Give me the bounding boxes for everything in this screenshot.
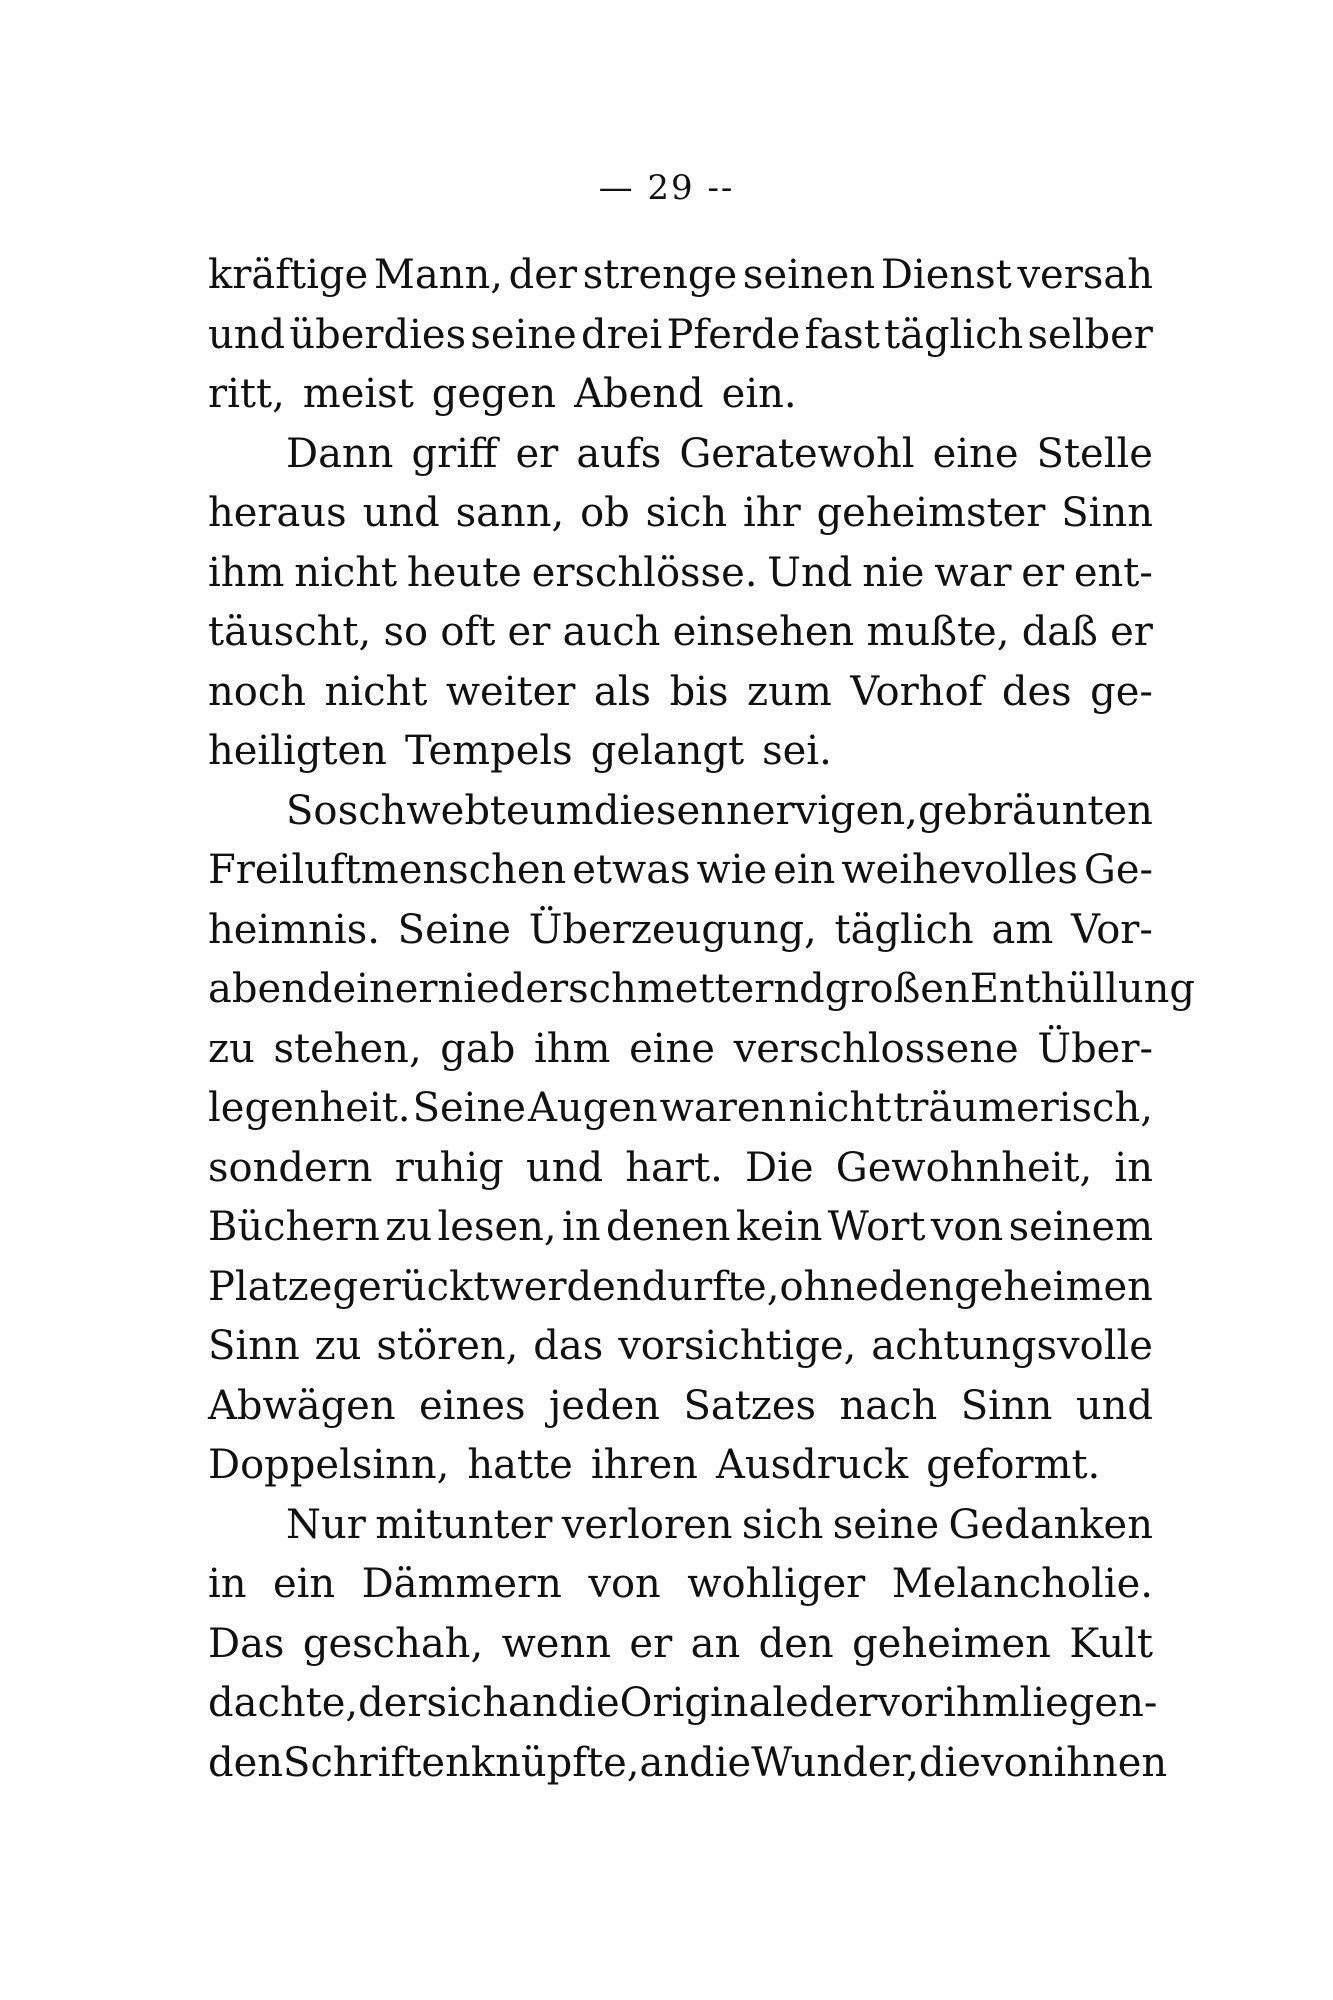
word: in (562, 1204, 601, 1250)
word: der (358, 1680, 427, 1726)
word: zu (385, 1204, 433, 1250)
word: Die (745, 1144, 814, 1191)
word: den (758, 1620, 834, 1667)
word: Abend (574, 371, 704, 417)
word: ihm (943, 1680, 1020, 1726)
word: Ge- (1083, 847, 1153, 893)
word: gab (440, 1025, 516, 1072)
word: sann, (455, 490, 565, 536)
word: waren (659, 1085, 787, 1131)
word: Vor- (1071, 906, 1153, 953)
word: sich (741, 1501, 824, 1548)
word: Originale (619, 1680, 809, 1726)
word: eine (932, 430, 1019, 477)
word: Freiluftmenschen (208, 847, 567, 893)
word: Kult (1069, 1620, 1153, 1667)
word: vorsichtige, (618, 1323, 857, 1369)
word: Stelle (1036, 430, 1153, 477)
word: und (1075, 1382, 1153, 1429)
word: war (934, 549, 1012, 596)
word: Wunder, (751, 1739, 919, 1786)
word: So (286, 787, 338, 834)
word: nicht (788, 1085, 892, 1131)
word: ihnen (1053, 1739, 1168, 1786)
word: daß (1021, 609, 1098, 655)
text-line (208, 1258, 1153, 1318)
word: heiligten (208, 728, 387, 774)
word: heute (406, 549, 522, 596)
word: lesen, (437, 1204, 557, 1250)
word: ihren (590, 1442, 698, 1488)
word: strenge (582, 252, 738, 298)
word: Vorhof (850, 668, 984, 715)
text-line (208, 901, 1153, 961)
text-line (208, 1139, 1153, 1199)
word: sich (426, 1680, 508, 1726)
word: durfte, (641, 1263, 780, 1310)
word: werden (489, 1263, 642, 1310)
text-line (208, 306, 1153, 366)
word: er (1110, 609, 1153, 655)
word: Pferde (666, 311, 801, 358)
text-line (208, 782, 1153, 842)
word: einer (332, 966, 438, 1012)
word: um (529, 787, 594, 834)
word: er (515, 430, 559, 477)
word: Das (208, 1620, 285, 1667)
text-line (208, 1496, 1153, 1556)
word: Gedanken (948, 1501, 1153, 1548)
word: und (208, 311, 286, 358)
text-line (208, 960, 1196, 1020)
word: vor (877, 1680, 944, 1726)
word: ob (580, 490, 630, 536)
word: stehen, (273, 1025, 422, 1072)
word: seinem (1008, 1204, 1153, 1250)
text-line (208, 1555, 1153, 1615)
word: kein (735, 1204, 823, 1250)
text-line (208, 1674, 1158, 1734)
text-line (208, 1198, 1153, 1258)
word: Augen (527, 1085, 658, 1131)
word: der (808, 1680, 878, 1726)
word: und (525, 1144, 604, 1191)
text-line (208, 1317, 1153, 1377)
word: verschlossene (733, 1025, 1019, 1072)
word: versah (1017, 252, 1153, 298)
word: ein. (721, 371, 797, 417)
word: an (507, 1680, 558, 1726)
word: wie (696, 847, 768, 893)
word: zu (314, 1323, 362, 1369)
word: einsehen (672, 609, 855, 655)
word: an (639, 1739, 690, 1786)
text-line (208, 544, 1153, 604)
word: geheimen (852, 1620, 1051, 1667)
word: so (383, 609, 429, 655)
word: ihm (533, 1025, 611, 1072)
word: etwas (572, 847, 691, 893)
word: sei. (762, 728, 832, 774)
word: Dämmern (361, 1561, 562, 1607)
text-line (208, 1079, 1153, 1139)
word: von (930, 1204, 1004, 1250)
word: abend (208, 966, 333, 1012)
word: als (593, 668, 652, 715)
text-line (208, 841, 1153, 901)
word: wenn (501, 1620, 611, 1667)
word: seine (470, 311, 577, 358)
word: träumerisch, (893, 1085, 1153, 1131)
word: nach (839, 1382, 938, 1429)
word: die (918, 1739, 981, 1786)
word: ruhig (394, 1144, 504, 1191)
word: er (507, 609, 551, 655)
text-line (208, 365, 1153, 425)
text-line (208, 603, 1153, 663)
word: seine (832, 1501, 940, 1548)
word: nicht (294, 549, 398, 596)
word: selber (1027, 311, 1153, 358)
text-line (208, 246, 1153, 306)
word: Ausdruck (715, 1442, 909, 1488)
word: nicht (324, 668, 428, 715)
word: ihr (743, 490, 801, 536)
word: Doppelsinn, (208, 1442, 450, 1488)
text-line (208, 722, 1153, 782)
word: ein (272, 1561, 336, 1607)
word: Nur (286, 1501, 366, 1548)
word: nervigen, (726, 787, 918, 834)
word: niederschmetternd (437, 966, 825, 1012)
word: ritt, (208, 371, 285, 417)
word: Und (767, 549, 853, 596)
word: er (1021, 549, 1065, 596)
word: auch (562, 609, 661, 655)
text-line (208, 1020, 1153, 1080)
word: dachte, (208, 1680, 359, 1726)
word: mitunter (375, 1501, 553, 1548)
body-text (208, 246, 1196, 1793)
word: schwebte (337, 787, 530, 834)
word: zum (747, 668, 832, 715)
page-number: — 29 -- (598, 168, 735, 208)
word: täglich (834, 906, 974, 953)
word: Sinn (960, 1382, 1053, 1429)
word: er (629, 1620, 673, 1667)
word: am (991, 906, 1054, 953)
word: fast (804, 311, 880, 358)
word: gerückt (332, 1263, 490, 1310)
word: und (362, 490, 440, 536)
word: legenheit. (208, 1085, 411, 1131)
word: den (208, 1739, 284, 1786)
word: Geratewohl (679, 430, 915, 477)
word: Sinn (208, 1323, 300, 1369)
word: stören, (376, 1323, 519, 1369)
text-line (208, 1377, 1153, 1437)
text-line (208, 1615, 1153, 1675)
word: von (588, 1561, 661, 1607)
word: ohne (779, 1263, 879, 1310)
word: Mann, (373, 252, 503, 298)
text-line (208, 484, 1153, 544)
word: Sinn (1061, 490, 1153, 536)
word: Seine (397, 906, 511, 953)
word: Abwägen (208, 1382, 396, 1429)
word: täuscht, (208, 609, 372, 655)
word: in (208, 1561, 247, 1607)
word: denen (605, 1204, 731, 1250)
word: Seine (412, 1085, 526, 1131)
word: von (980, 1739, 1054, 1786)
word: ihm (208, 549, 285, 596)
word: drei (581, 311, 663, 358)
word: Dann (286, 430, 394, 477)
word: geformt. (926, 1442, 1101, 1488)
word: weiter (445, 668, 576, 715)
word: eine (629, 1025, 715, 1072)
word: heimnis. (208, 906, 380, 953)
word: die (557, 1680, 620, 1726)
word: Dienst (880, 252, 1012, 298)
word: jeden (548, 1382, 661, 1429)
word: das (533, 1323, 604, 1369)
word: hart. (625, 1144, 723, 1191)
word: weihevolles (841, 847, 1078, 893)
word: bis (669, 668, 729, 715)
text-line (208, 425, 1153, 485)
word: Melancholie. (891, 1561, 1153, 1607)
word: hatte (467, 1442, 573, 1488)
word: achtungsvolle (871, 1323, 1153, 1369)
word: Platze (208, 1263, 333, 1310)
word: ge- (1090, 668, 1153, 715)
word: verloren (561, 1501, 733, 1548)
word: wohliger (687, 1561, 866, 1607)
text-line (208, 1436, 1153, 1496)
word: an (690, 1620, 741, 1667)
word: täglich (884, 311, 1024, 358)
word: die (689, 1739, 752, 1786)
word: gegen (431, 371, 557, 417)
word: knüpfte, (470, 1739, 640, 1786)
word: geschah, (302, 1620, 484, 1667)
word: nie (862, 549, 925, 596)
word: in (1114, 1144, 1153, 1191)
word: eines (419, 1382, 526, 1429)
word: aufs (576, 430, 662, 477)
word: Schriften (283, 1739, 471, 1786)
word: Überzeugung, (528, 906, 817, 953)
word: griff (411, 430, 498, 477)
word: Wort (827, 1204, 926, 1250)
word: kräftige (208, 252, 369, 298)
word: des (1001, 668, 1072, 715)
word: sondern (208, 1144, 373, 1191)
word: ein (773, 847, 836, 893)
text-line (208, 1734, 1168, 1794)
word: Satzes (683, 1382, 817, 1429)
word: seinen (742, 252, 876, 298)
word: geheimen (954, 1263, 1153, 1310)
word: den (878, 1263, 954, 1310)
word: geheimster (816, 490, 1046, 536)
word: gebräunten (918, 787, 1153, 834)
word: Enthüllung (969, 966, 1196, 1012)
word: noch (208, 668, 307, 715)
word: heraus (208, 490, 347, 536)
word: sich (645, 490, 728, 536)
word: Gewohnheit, (835, 1144, 1093, 1191)
word: Tempels (404, 728, 573, 774)
word: großen (824, 966, 970, 1012)
word: Büchern (208, 1204, 380, 1250)
word: überdies (289, 311, 467, 358)
word: meist (302, 371, 414, 417)
word: oft (440, 609, 496, 655)
word: diesen (593, 787, 726, 834)
word: ent- (1073, 549, 1153, 596)
word: Über- (1037, 1025, 1153, 1072)
word: der (508, 252, 578, 298)
word: gelangt (590, 728, 745, 774)
word: mußte, (866, 609, 1010, 655)
word: erschlösse. (531, 549, 758, 596)
word: zu (208, 1025, 255, 1072)
word: liegen- (1019, 1680, 1158, 1726)
text-line (208, 663, 1153, 723)
